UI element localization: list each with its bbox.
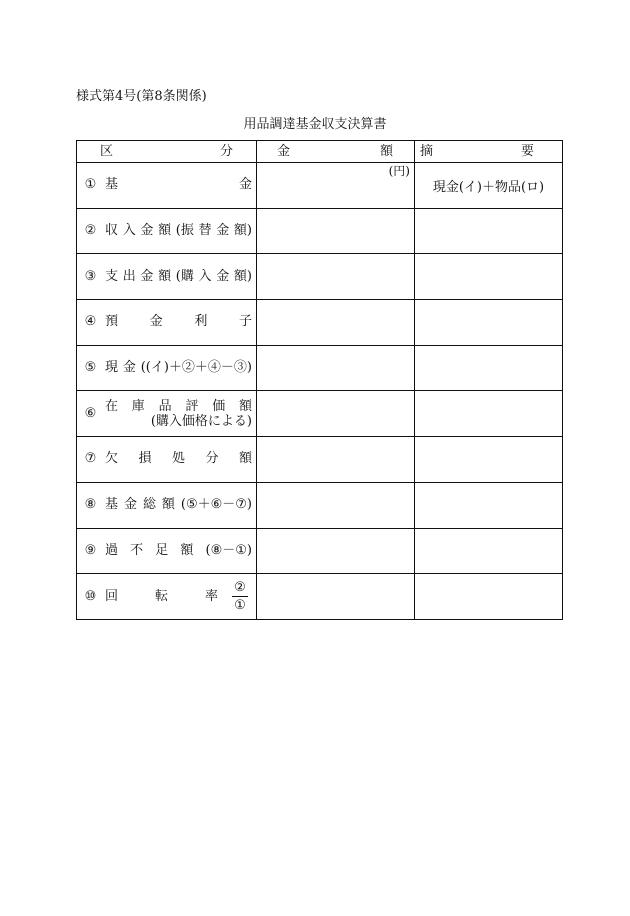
row-label: [105, 544, 252, 558]
label-char: 金: [122, 360, 136, 376]
label-char: 金: [123, 497, 137, 513]
label-char: 金: [149, 314, 163, 330]
row-label: [105, 361, 252, 375]
row-fund-amount: [257, 163, 415, 209]
label-char: 価: [212, 398, 226, 414]
label-char: 預: [105, 314, 119, 330]
label-char: 子: [238, 314, 252, 330]
label-char: 基: [105, 497, 119, 513]
label-char: 欠: [105, 451, 119, 467]
row-loss-disposal-amount: [257, 437, 415, 483]
row-surplus-deficit-summary: [415, 529, 563, 575]
row-fund-label: [77, 163, 257, 209]
row-turnover-rate-amount: [257, 574, 415, 620]
fraction-denominator: ①: [234, 598, 246, 614]
label-char: 過: [105, 542, 119, 558]
row-expenditures-summary: [415, 254, 563, 300]
fraction-numerator: ②: [234, 580, 246, 596]
row-inventory-value-amount: [257, 391, 415, 437]
label-char: 額: [379, 143, 393, 159]
row-number: ⑨: [84, 542, 97, 558]
label-char: 替: [198, 223, 212, 239]
row-cash-summary: [415, 346, 563, 392]
label-char: 額: [238, 398, 252, 414]
label-char: 額: [238, 451, 252, 467]
row-fund-summary: [415, 163, 563, 209]
row-turnover-rate-summary: [415, 574, 563, 620]
label-char: 要: [520, 143, 534, 159]
label-char: (振: [175, 223, 194, 239]
label-char: 収: [105, 223, 119, 239]
row-number: ②: [84, 223, 97, 239]
row-label: [105, 452, 252, 466]
label-char: 率: [204, 588, 218, 604]
label-char: 入: [122, 223, 136, 239]
label-char: 回: [105, 588, 119, 604]
label-char: (⑧－①): [205, 542, 252, 558]
row-number: ③: [84, 268, 97, 284]
label-char: 金: [140, 223, 154, 239]
ratio-fraction: [232, 581, 248, 612]
label-char: (⑤＋⑥－⑦): [180, 497, 252, 513]
row-fund-total-amount: [257, 483, 415, 529]
label-char: 分: [205, 451, 219, 467]
label-char: 金: [216, 223, 230, 239]
form-number: 様式第4号(第8条関係): [76, 89, 207, 104]
settlement-table: [76, 140, 563, 620]
label-char: 額): [233, 223, 252, 239]
label-char: 金: [216, 268, 230, 284]
label-char: (購: [175, 268, 194, 284]
label-char: 額: [158, 268, 172, 284]
label-char: 在: [105, 398, 119, 414]
header-summary: [415, 141, 563, 163]
row-receipts-amount: [257, 209, 415, 255]
label-char: 支: [105, 268, 119, 284]
label-char: 摘: [420, 143, 434, 159]
label-char: 庫: [131, 398, 145, 414]
fraction-bar: [232, 596, 248, 597]
label-char: 不: [130, 542, 144, 558]
row-number: ④: [84, 314, 97, 330]
label-char: 入: [198, 268, 212, 284]
label-char: 処: [171, 451, 185, 467]
row-expenditures-label: [77, 254, 257, 300]
row-loss-disposal-summary: [415, 437, 563, 483]
header-category: [77, 141, 257, 163]
label-char: 金: [140, 268, 154, 284]
row-fund-total-label: [77, 483, 257, 529]
label-char: 総: [142, 497, 156, 513]
row-surplus-deficit-label: [77, 529, 257, 575]
row-label-note: (購入価格による): [150, 413, 252, 429]
label-char: 金: [277, 143, 291, 159]
label-char: 基: [105, 177, 119, 193]
label-char: ((イ)＋②＋④－③): [140, 360, 252, 376]
row-number: ⑩: [84, 588, 97, 604]
row-surplus-deficit-amount: [257, 529, 415, 575]
row-deposit-interest-summary: [415, 300, 563, 346]
row-turnover-rate-label: [77, 574, 257, 620]
label-char: 額: [158, 223, 172, 239]
label-char: 転: [154, 588, 168, 604]
unit-label: (円): [388, 164, 410, 178]
row-label: [105, 399, 252, 414]
row-inventory-value-summary: [415, 391, 563, 437]
row-inventory-value-label: [77, 391, 257, 437]
row-label: [105, 590, 218, 604]
document-title: 用品調達基金収支決算書: [243, 117, 387, 132]
label-char: 利: [194, 314, 208, 330]
row-number: ①: [84, 177, 97, 193]
row-loss-disposal-label: [77, 437, 257, 483]
row-cash-label: [77, 346, 257, 392]
row-label-stack: [105, 399, 252, 429]
label-char: 金: [238, 177, 252, 193]
label-char: 損: [138, 451, 152, 467]
row-label: [105, 178, 252, 192]
row-deposit-interest-amount: [257, 300, 415, 346]
label-char: 額: [180, 542, 194, 558]
row-fund-total-summary: [415, 483, 563, 529]
label-char: 足: [155, 542, 169, 558]
header-amount: [257, 141, 415, 163]
label-char: 品: [158, 398, 172, 414]
row-number: ⑦: [84, 451, 97, 467]
row-expenditures-amount: [257, 254, 415, 300]
label-char: 評: [185, 398, 199, 414]
row-label: [105, 498, 252, 512]
label-char: 現: [105, 360, 119, 376]
row-number: ⑧: [84, 497, 97, 513]
row-cash-amount: [257, 346, 415, 392]
label-char: 出: [122, 268, 136, 284]
row-label: [105, 315, 252, 329]
label-char: 区: [100, 143, 114, 159]
row-label: [105, 270, 252, 284]
row-receipts-label: [77, 209, 257, 255]
row-receipts-summary: [415, 209, 563, 255]
row-number: ⑥: [84, 405, 97, 421]
row-deposit-interest-label: [77, 300, 257, 346]
label-char: 分: [219, 143, 233, 159]
label-char: 額): [233, 268, 252, 284]
row-number: ⑤: [84, 360, 97, 376]
summary-text: 現金(イ)＋物品(ロ): [432, 179, 545, 195]
row-label: [105, 224, 252, 238]
label-char: 額: [161, 497, 175, 513]
